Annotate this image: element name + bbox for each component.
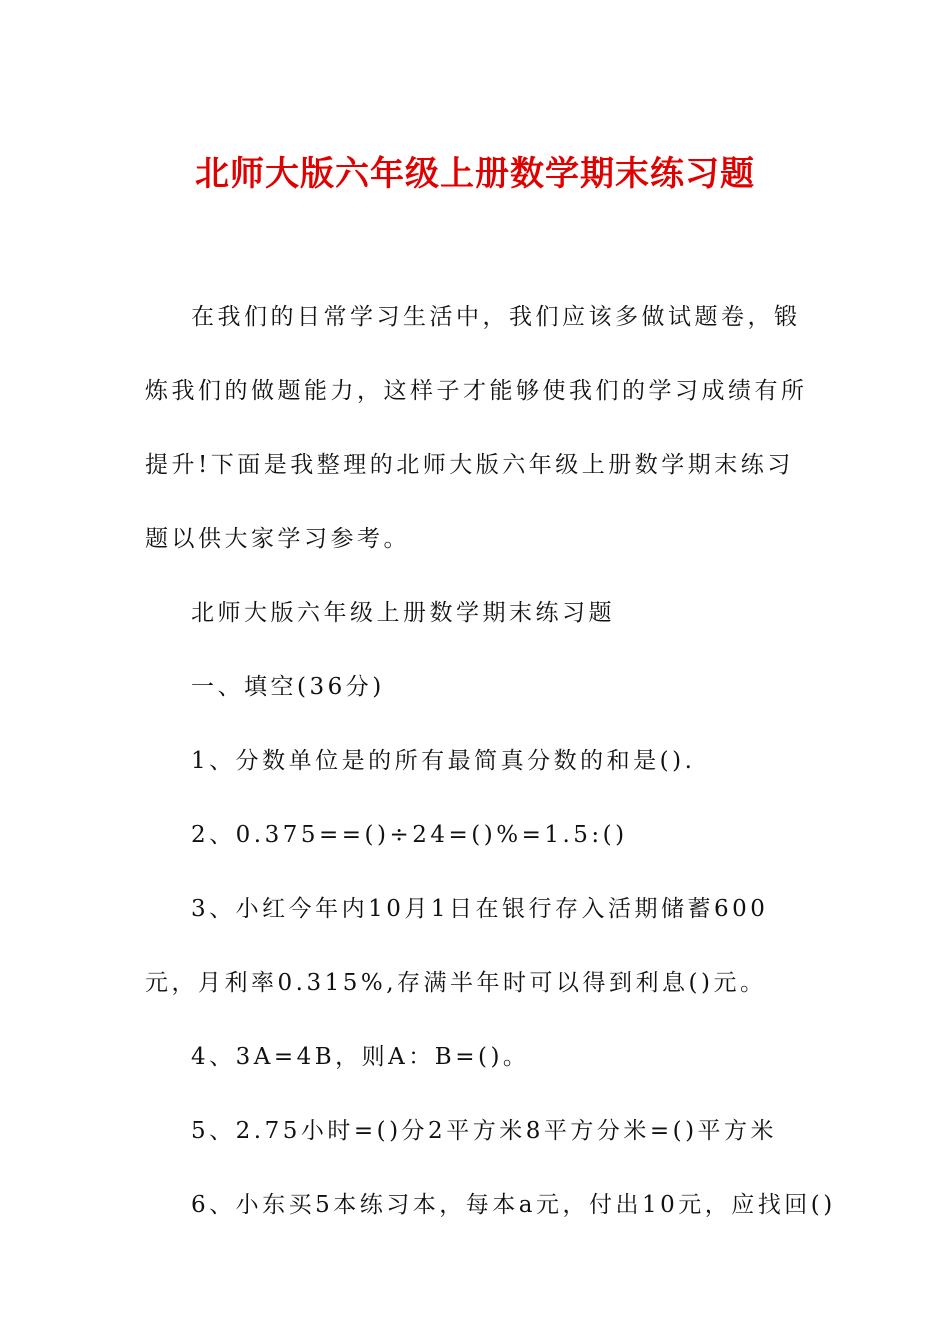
question-4: 4、3A=4B，则A：B=()。 bbox=[191, 1044, 530, 1070]
document-body bbox=[145, 280, 836, 1242]
subtitle: 北师大版六年级上册数学期末练习题 bbox=[191, 600, 615, 626]
intro-paragraph: 在我们的日常学习生活中，我们应该多做试题卷，锻炼我们的做题能力，这样子才能够使我们的学习成绩有所提升!下面是我整理的北师大版六年级上册数学期末练习题以供大家学习参考。 bbox=[145, 304, 808, 552]
question-2: 2、0.375==()÷24=()%=1.5:() bbox=[191, 822, 628, 848]
section-heading: 一、填空(36分) bbox=[191, 674, 385, 700]
question-6: 6、小东买5本练习本，每本a元，付出10元，应找回() bbox=[191, 1192, 836, 1218]
document-title: 北师大版六年级上册数学期末练习题 bbox=[195, 154, 755, 194]
question-5: 5、2.75小时=()分2平方米8平方分米=()平方米 bbox=[191, 1118, 778, 1144]
question-3: 3、小红今年内10月1日在银行存入活期储蓄600元，月利率0.315%,存满半年时可以得到利息()元。 bbox=[145, 896, 769, 996]
question-1: 1、分数单位是的所有最简真分数的和是(). bbox=[191, 748, 696, 774]
